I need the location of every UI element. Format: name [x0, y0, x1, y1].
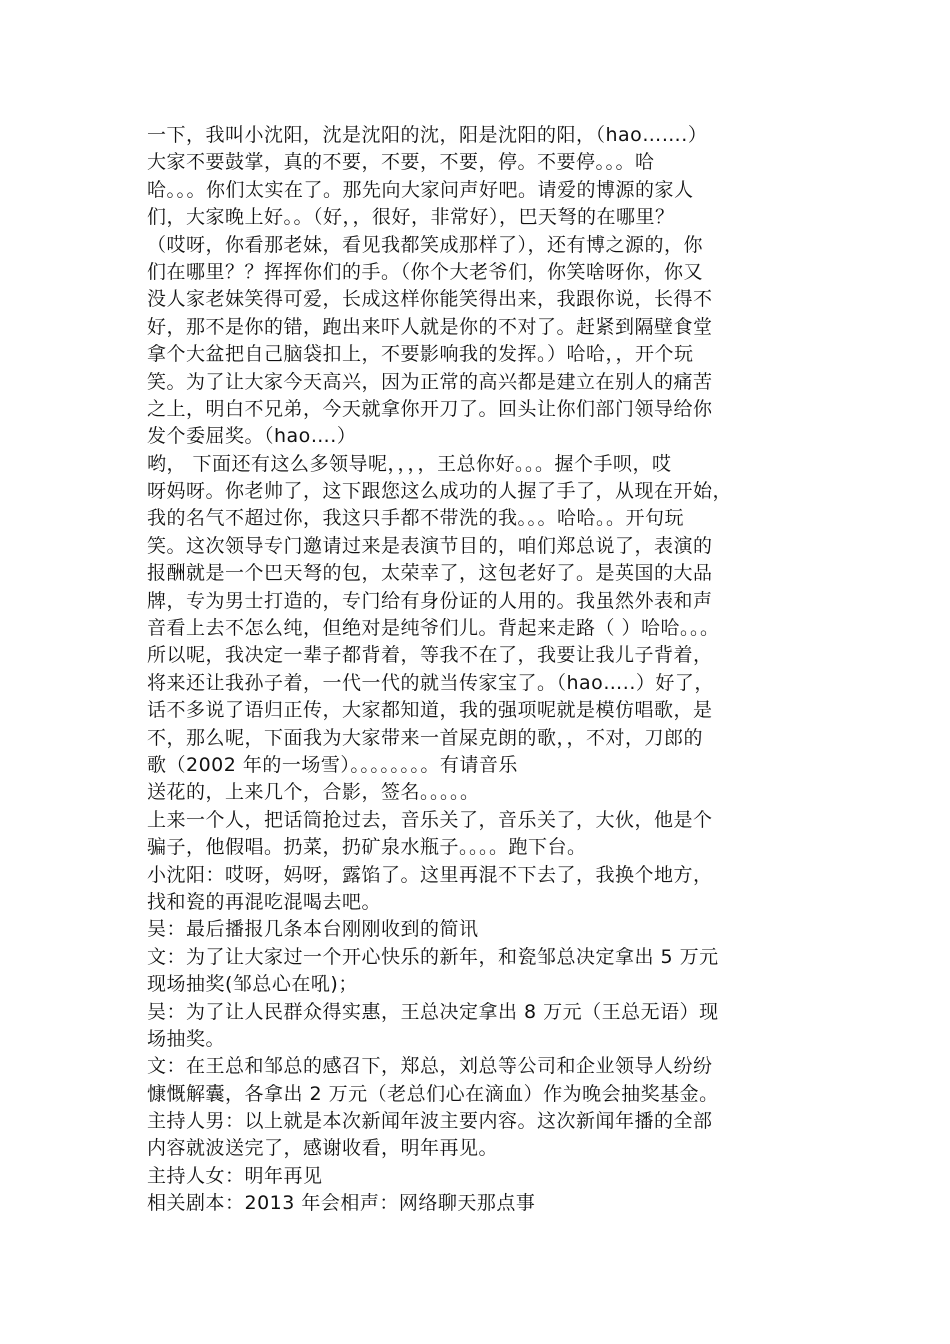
- text-line: 找和瓷的再混吃混喝去吧。: [147, 890, 382, 913]
- script-text: [147, 122, 823, 1218]
- text-line: 们在哪里？？挥挥你们的手。（你个大老爷们，你笑啥呀你，你又: [147, 260, 704, 283]
- text-line: 之上，明白不兄弟，今天就拿你开刀了。回头让你们部门领导给你: [147, 397, 713, 420]
- text-line: 主持人男：以上就是本次新闻年波主要内容。这次新闻年播的全部: [147, 1110, 713, 1133]
- text-line: 文：在王总和邹总的感召下，郑总，刘总等公司和企业领导人纷纷: [147, 1055, 713, 1078]
- text-line: 将来还让我孙子着，一代一代的就当传家宝了。（hao…..）好了，: [147, 671, 714, 694]
- text-line: 报酬就是一个巴天弩的包，太荣幸了，这包老好了。是英国的大品: [147, 562, 713, 585]
- text-line: 没人家老妹笑得可爱，长成这样你能笑得出来，我跟你说，长得不: [147, 288, 713, 311]
- text-line: 哟， 下面还有这么多领导呢，，，，王总你好。。。握个手呗，哎: [147, 452, 672, 475]
- text-line: 小沈阳：哎呀，妈呀，露馅了。这里再混不下去了，我换个地方，: [147, 863, 713, 886]
- text-line: 吴：为了让人民群众得实惠，王总决定拿出 8 万元（王总无语）现: [147, 1000, 719, 1023]
- text-line: 我的名气不超过你，我这只手都不带洗的我。。。哈哈。。开句玩: [147, 507, 685, 530]
- text-line: 话不多说了语归正传，大家都知道，我的强项呢就是模仿唱歌，是: [147, 699, 713, 722]
- text-line: 场抽奖。: [147, 1027, 226, 1050]
- text-line: 们，大家晚上好。。（好，，很好，非常好），巴天弩的在哪里？: [147, 206, 675, 229]
- text-line: 相关剧本：2013 年会相声：网络聊天那点事: [147, 1192, 536, 1215]
- text-line: 大家不要鼓掌，真的不要，不要，不要，停。不要停。。。哈: [147, 151, 655, 174]
- text-line: 一下，我叫小沈阳，沈是沈阳的沈，阳是沈阳的阳，（hao…….）: [147, 124, 708, 146]
- text-line: 现场抽奖(邹总心在吼)；: [147, 973, 358, 996]
- text-line: 笑。这次领导专门邀请过来是表演节目的，咱们郑总说了，表演的: [147, 534, 713, 557]
- text-line: 主持人女：明年再见: [147, 1164, 323, 1187]
- text-line: 吴：最后播报几条本台刚刚收到的简讯: [147, 918, 479, 941]
- text-line: 所以呢，我决定一辈子都背着，等我不在了，我要让我儿子背着，: [147, 644, 713, 667]
- text-line: 拿个大盆把自己脑袋扣上，不要影响我的发挥。）哈哈，，开个玩: [147, 343, 694, 366]
- text-line: 音看上去不怎么纯，但绝对是纯爷们儿。背起来走路（ ）哈哈。。。: [147, 617, 720, 640]
- text-line: 不，那么呢，下面我为大家带来一首屎克朗的歌，，不对，刀郎的: [147, 726, 704, 749]
- text-line: 好，那不是你的错，跑出来吓人就是你的不对了。赶紧到隔壁食堂: [147, 315, 713, 338]
- text-line: 上来一个人，把话筒抢过去，音乐关了，音乐关了，大伙，他是个: [147, 808, 713, 831]
- text-line: 呀妈呀。你老帅了，这下跟您这么成功的人握了手了，从现在开始，: [147, 480, 733, 503]
- text-line: 文：为了让大家过一个开心快乐的新年，和瓷邹总决定拿出 5 万元: [147, 945, 719, 968]
- text-line: 牌，专为男士打造的，专门给有身份证的人用的。我虽然外表和声: [147, 589, 713, 612]
- text-line: 送花的，上来几个，合影，签名。。。。。: [147, 781, 480, 804]
- text-line: 内容就波送完了，感谢收看，明年再见。: [147, 1137, 499, 1160]
- text-line: 慷慨解囊，各拿出 2 万元（老总们心在滴血）作为晚会抽奖基金。: [147, 1082, 719, 1105]
- text-line: 笑。为了让大家今天高兴，因为正常的高兴都是建立在别人的痛苦: [147, 370, 713, 393]
- text-line: 骗子，他假唱。扔菜，扔矿泉水瓶子。。。。跑下台。: [147, 836, 587, 859]
- text-line: 发个委屈奖。（hao….）: [147, 425, 357, 448]
- text-line: 歌（2002 年的一场雪）。。。。。。。。有请音乐: [147, 753, 518, 776]
- text-line: （哎呀，你看那老妹，看见我都笑成那样了），还有博之源的，你: [147, 233, 704, 256]
- text-line: 哈。。。你们太实在了。那先向大家问声好吧。请爱的博源的家人: [147, 178, 694, 201]
